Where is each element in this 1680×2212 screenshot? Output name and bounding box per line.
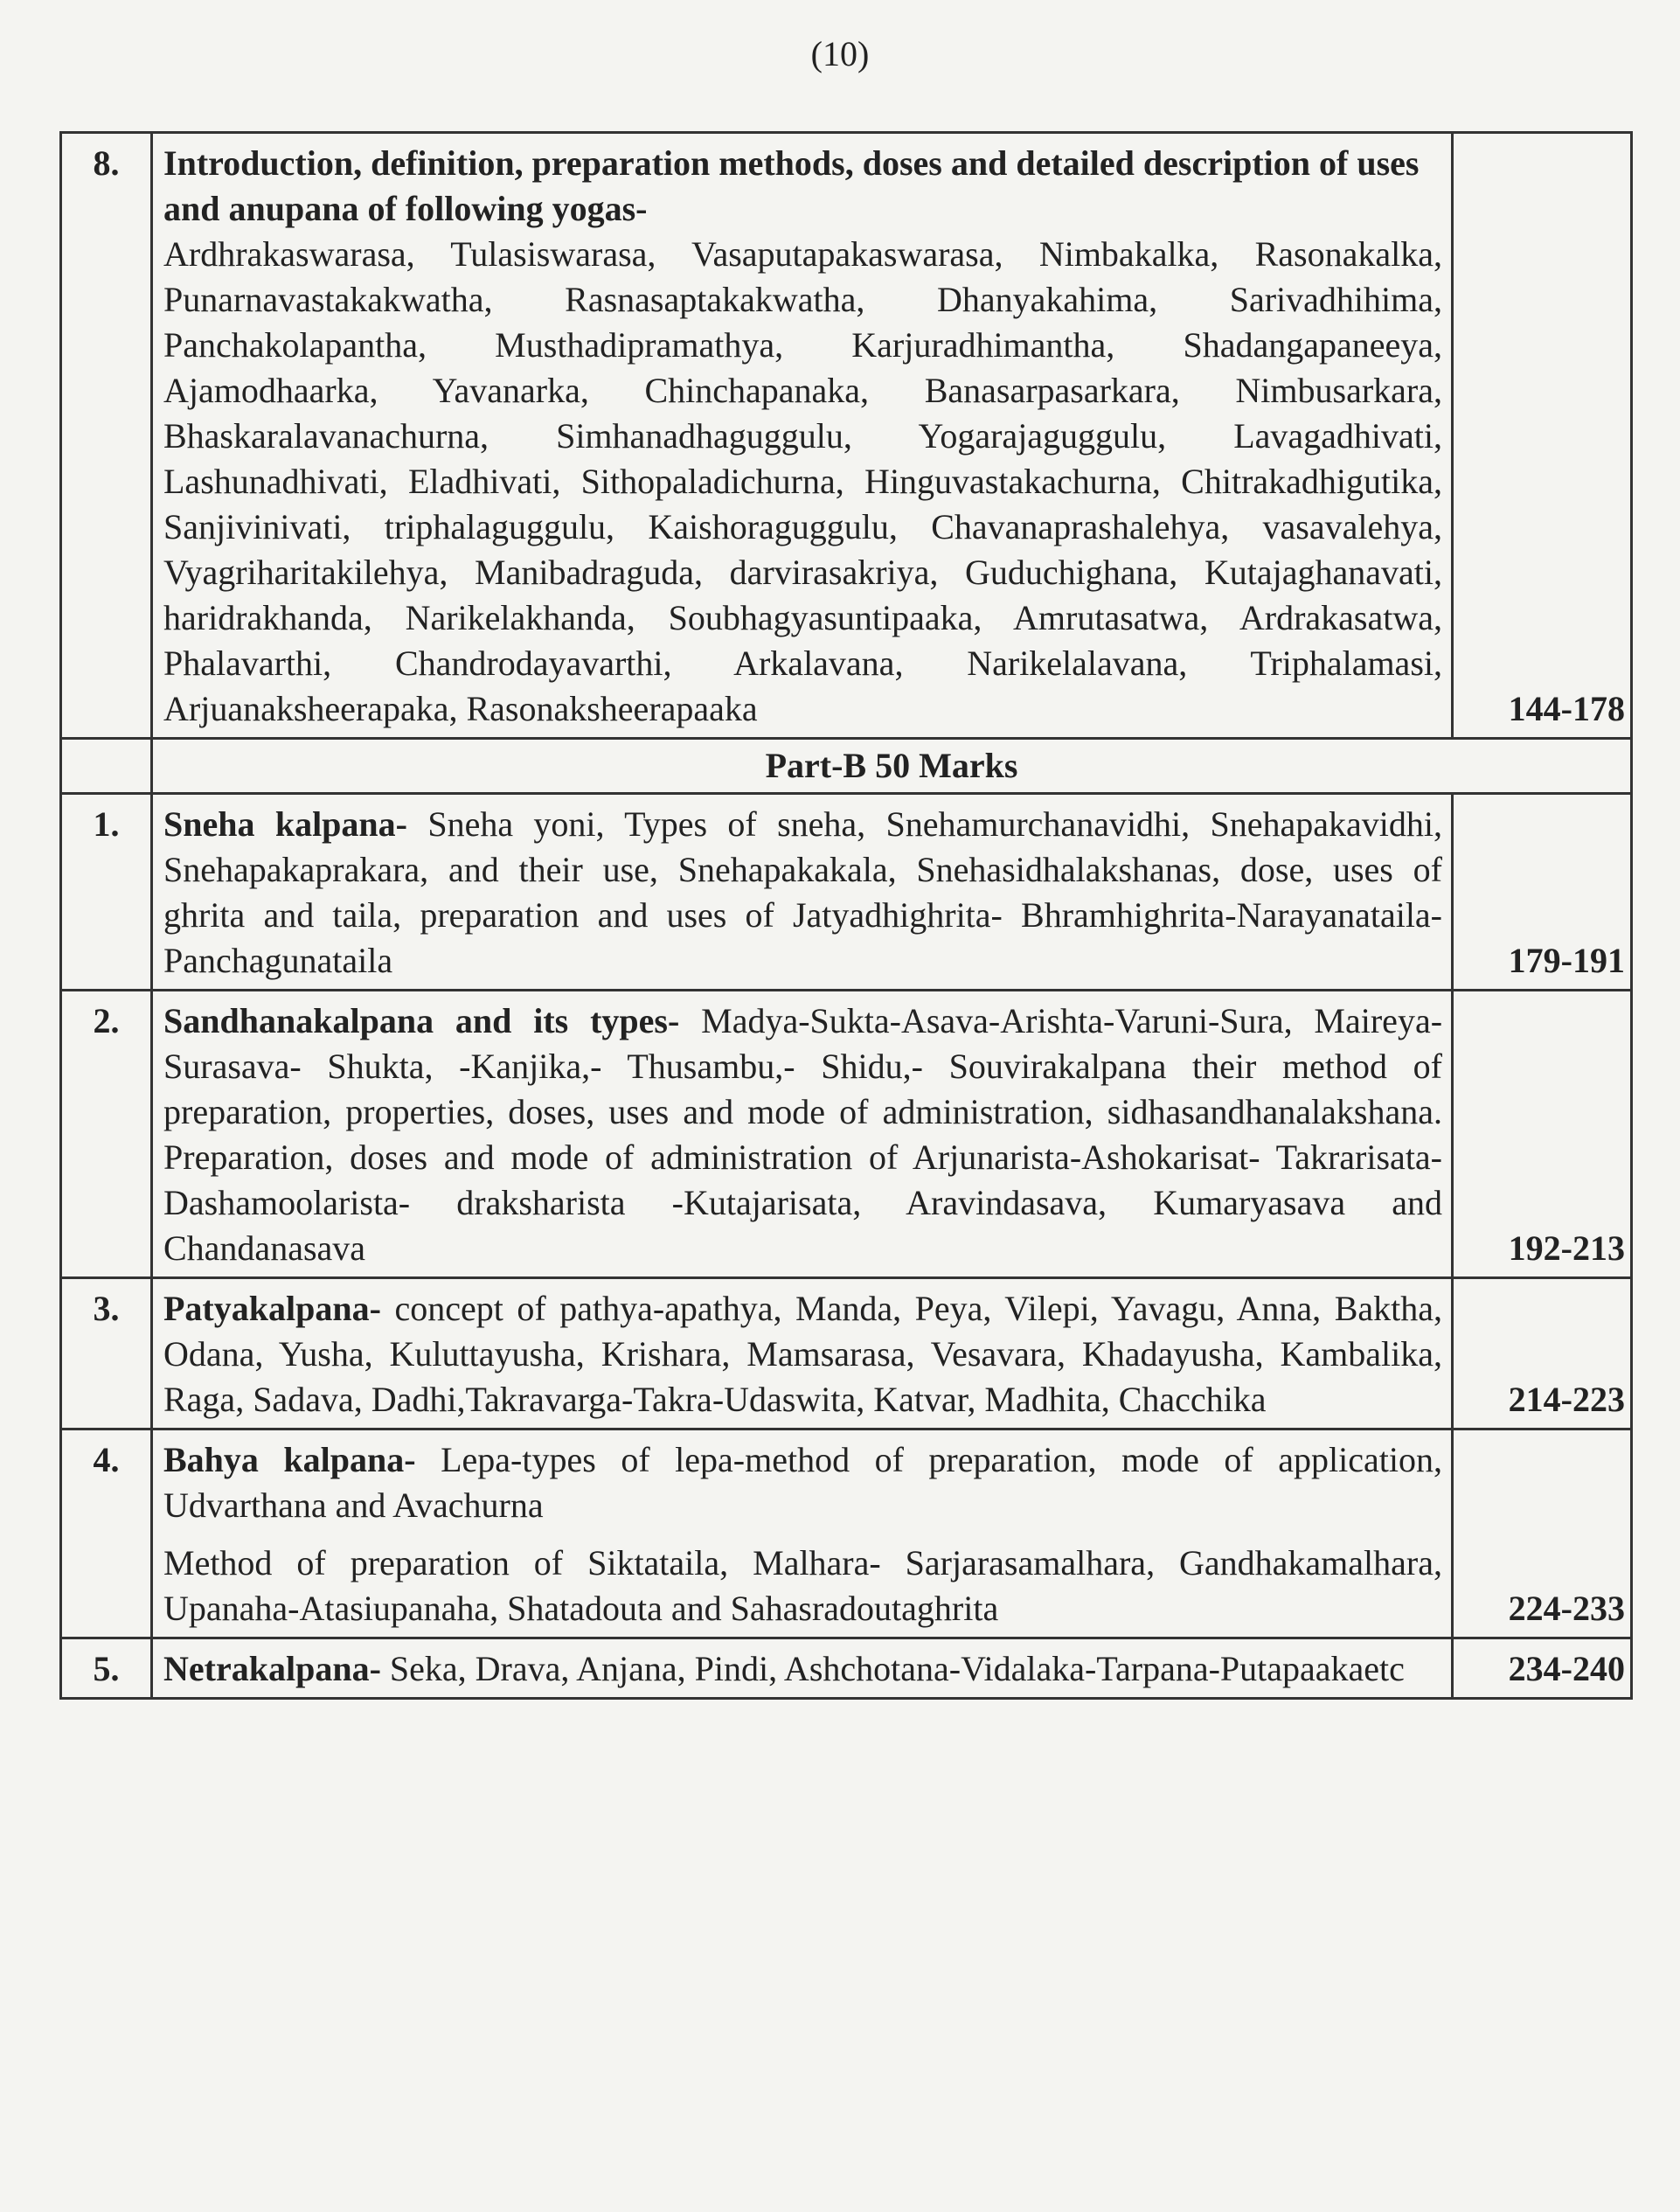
table-row (61, 1429, 1632, 1638)
item-heading: Sandhanakalpana and its types- (163, 1001, 680, 1040)
table-row (61, 794, 1632, 991)
item-number: 1. (61, 794, 152, 991)
table-row (61, 1638, 1632, 1699)
item-heading: Sneha kalpana- (163, 804, 407, 844)
item-number: 3. (61, 1278, 152, 1429)
item-heading: Patyakalpana- (163, 1289, 381, 1328)
item-content (152, 1278, 1453, 1429)
table-row (61, 1278, 1632, 1429)
syllabus-table (59, 131, 1633, 1700)
item-content (152, 1638, 1453, 1699)
empty-cell (61, 739, 152, 794)
item-text: concept of pathya-apathya, Manda, Peya, Vilepi, Yavagu, Anna, Baktha, Odana, Yusha, Kuluttayusha, Krishara, Mamsarasa, Vesavara, Khadayusha, Kambalika, Raga, Sadava, Dadhi,Takravarga-Takra-Udaswita, Katvar, Madhita, Chacchika (163, 1289, 1442, 1419)
item-content (152, 794, 1453, 991)
item-number: 2. (61, 991, 152, 1278)
item-paragraph-2: Method of preparation of Siktataila, Malhara- Sarjarasamalhara, Gandhakamalhara, Upanaha-Atasiupanaha, Shatadouta and Sahasradoutaghrita (163, 1543, 1442, 1628)
item-content (152, 991, 1453, 1278)
item-text: Lepa-types of lepa-method of preparation, mode of application, Udvarthana and Avachurna (163, 1440, 1442, 1525)
item-number: 5. (61, 1638, 152, 1699)
page-range: 214-223 (1453, 1278, 1632, 1429)
page-number: (10) (810, 34, 870, 73)
table-row (61, 133, 1632, 739)
page-range: 234-240 (1453, 1638, 1632, 1699)
page-range: 179-191 (1453, 794, 1632, 991)
item-content (152, 133, 1453, 739)
item-text: Seka, Drava, Anjana, Pindi, Ashchotana-Vidalaka-Tarpana-Putapaakaetc (380, 1649, 1405, 1688)
item-paragraph (163, 998, 1442, 1271)
item-paragraph (163, 1437, 1442, 1528)
table-row (61, 991, 1632, 1278)
item-paragraph (163, 1286, 1442, 1422)
item-number: 8. (61, 133, 152, 739)
item-text: Madya-Sukta-Asava-Arishta-Varuni-Sura, Maireya- Surasava- Shukta, -Kanjika,- Thusambu,- Shidu,- Souvirakalpana their method of preparation, properties, doses, uses and mode of administration, sidhasandhanalakshana. Preparation, doses and mode of administration of Arjunarista-Ashokarisat- Takrarisata-Dashamoolarista- draksharista -Kutajarisata, Aravindasava, Kumaryasava and Chandanasava (163, 1001, 1443, 1268)
page-range: 192-213 (1453, 991, 1632, 1278)
part-b-title: Part-B 50 Marks (152, 739, 1632, 794)
part-header-row (61, 739, 1632, 794)
item-text: Ardhrakaswarasa, Tulasiswarasa, Vasaputapakaswarasa, Nimbakalka, Rasonakalka, Punarnavastakakwatha, Rasnasaptakakwatha, Dhanyakahima, Sarivadhihima, Panchakolapantha, Musthadipramathya, Karjuradhimantha, Shadangapaneeya, Ajamodhaarka, Yavanarka, Chinchapanaka, Banasarpasarkara, Nimbusarkara, Bhaskaralavanachurna, Simhanadhaguggulu, Yogarajaguggulu, Lavagadhivati, Lashunadhivati, Eladhivati, Sithopaladichurna, Hinguvastakachurna, Chitrakadhigutika, Sanjivinivati, triphalaguggulu, Kaishoraguggulu, Chavanaprashalehya, vasavalehya, Vyagriharitakilehya, Manibadraguda, darvirasakriya, Guduchighana, Kutajaghanavati, haridrakhanda, Narikelakhanda, Soubhagyasuntipaaka, Amrutasatwa, Ardrakasatwa, Phalavarthi, Chandrodayavarthi, Arkalavana, Narikelalavana, Triphalamasi, Arjuanaksheerapaka, Rasonaksheerapaaka (163, 234, 1442, 728)
item-number: 4. (61, 1429, 152, 1638)
item-paragraph (163, 802, 1442, 984)
item-heading: Introduction, definition, preparation methods, doses and detailed description of uses and anupana of following yogas- (163, 143, 1420, 228)
item-content (152, 1429, 1453, 1638)
item-heading: Netrakalpana- (163, 1649, 381, 1688)
page-range: 224-233 (1453, 1429, 1632, 1638)
item-text: Sneha yoni, Types of sneha, Snehamurchanavidhi, Snehapakavidhi, Snehapakaprakara, and their use, Snehapakakala, Snehasidhalakshanas, dose, uses of ghrita and taila, preparation and uses of Jatyadhighrita- Bhramhighrita-Narayanataila-Panchagunataila (163, 804, 1442, 980)
item-heading: Bahya kalpana- (163, 1440, 416, 1479)
item-paragraph (163, 1646, 1442, 1692)
page-range: 144-178 (1453, 133, 1632, 739)
